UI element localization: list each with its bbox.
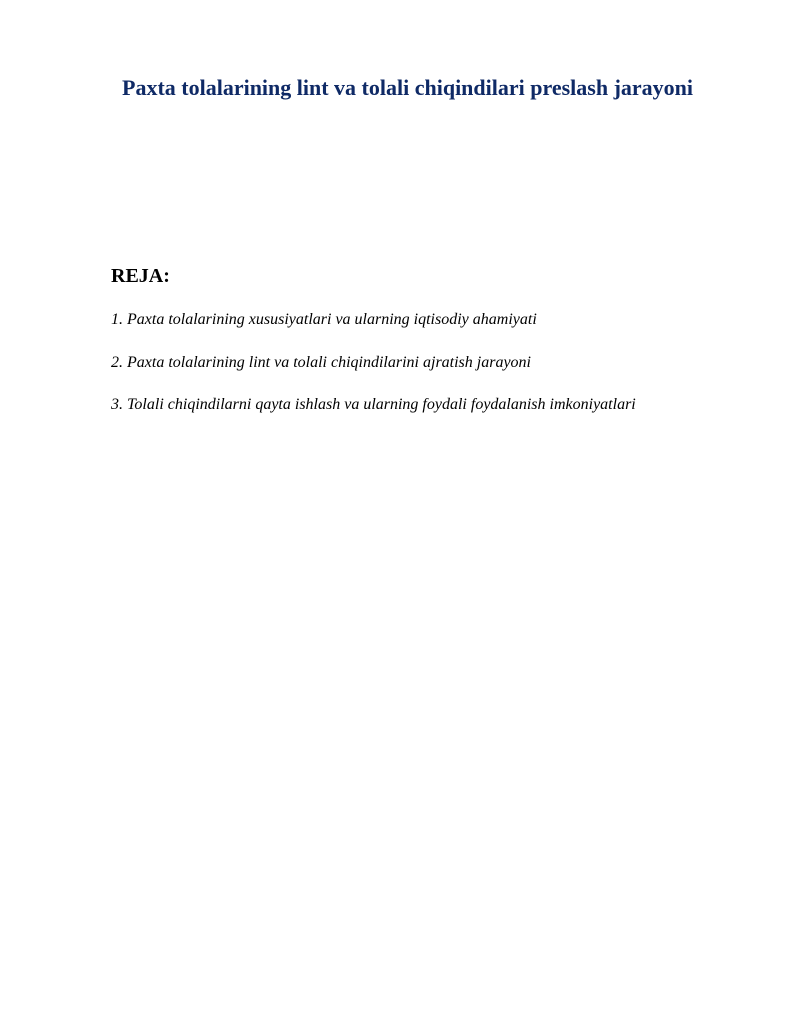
page-title: Paxta tolalarining lint va tolali chiqindilari preslash jarayoni <box>122 75 694 100</box>
plan-item-3: 3. Tolali chiqindilarni qayta ishlash va ularning foydali foydalanish imkoniyatlari <box>111 396 636 413</box>
plan-item-2: 2. Paxta tolalarining lint va tolali chiqindilarini ajratish jarayoni <box>111 353 531 371</box>
plan-heading: REJA: <box>111 265 170 287</box>
plan-item-1: 1. Paxta tolalarining xususiyatlari va ularning iqtisodiy ahamiyati <box>111 311 537 328</box>
plan-list <box>111 309 636 437</box>
